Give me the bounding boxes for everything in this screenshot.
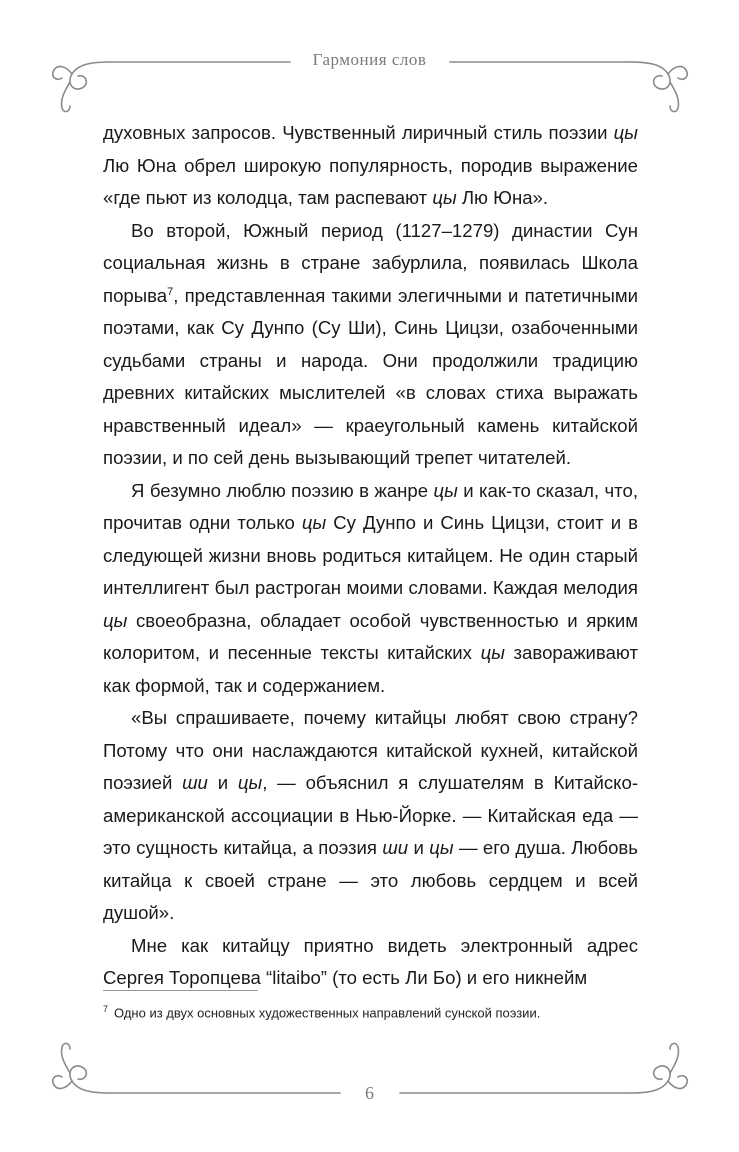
- footnote: [103, 1000, 643, 1022]
- paragraph-4: «Вы спрашиваете, почему китайцы любят свою страну? Потому что они наслаждаются китайской кухней, китайской поэзией ши и цы, — объяснил я слушателям в Китайско-американской ассоциации в Нью-Йорке. — Китайская еда — это сущность китайца, а поэзия ши и цы — его душа. Любовь китайца к своей стране — это любовь сердцем и всей душой».: [103, 707, 639, 923]
- paragraph-5: Мне как китайцу приятно видеть электронный адрес Сергея Торопцева “litaibo” (то есть Ли Бо) и его никнейм: [103, 934, 638, 988]
- running-title: Гармония слов: [0, 50, 739, 70]
- footnote-number: 7: [103, 1004, 109, 1014]
- paragraph-3: Я безумно люблю поэзию в жанре цы и как-то сказал, что, прочитав одни только цы Су Дунпо и Синь Цицзи, стоит и в следующей жизни вновь родиться китайцем. Не один старый интеллигент был растроган моими словами. Каждая мелодия цы своеобразна, обладает особой чувственностью и ярким колоритом, и песенные тексты китайских цы завораживают как формой, так и содержанием.: [103, 479, 638, 696]
- paragraph-2: Во второй, Южный период (1127–1279) династии Сун социальная жизнь в стране забурлила, появилась Школа порыва$^7$, представленная такими элегичными и патетичными поэтами, как Су Дунпо (Су Ши), Синь Цицзи, озабоченными судьбами страны и народа. Они продолжили традицию древних китайских мыслителей «в словах стиха выражать нравственный идеал» — краеугольный камень китайской поэзии, и по сей день вызывающий трепет читателей.: [103, 219, 638, 468]
- footnote-text: Одно из двух основных художественных направлений сунской поэзии.: [114, 1005, 541, 1021]
- main-text: [103, 117, 638, 995]
- page-header: [0, 0, 739, 120]
- paragraph-1: духовных запросов. Чувственный лиричный стиль поэзии цы Лю Юна обрел широкую популярность, породив выражение «где пьют из колодца, там распевают цы Лю Юна».: [103, 122, 638, 208]
- footnote-separator: [103, 990, 258, 991]
- page-number: 6: [0, 1083, 739, 1103]
